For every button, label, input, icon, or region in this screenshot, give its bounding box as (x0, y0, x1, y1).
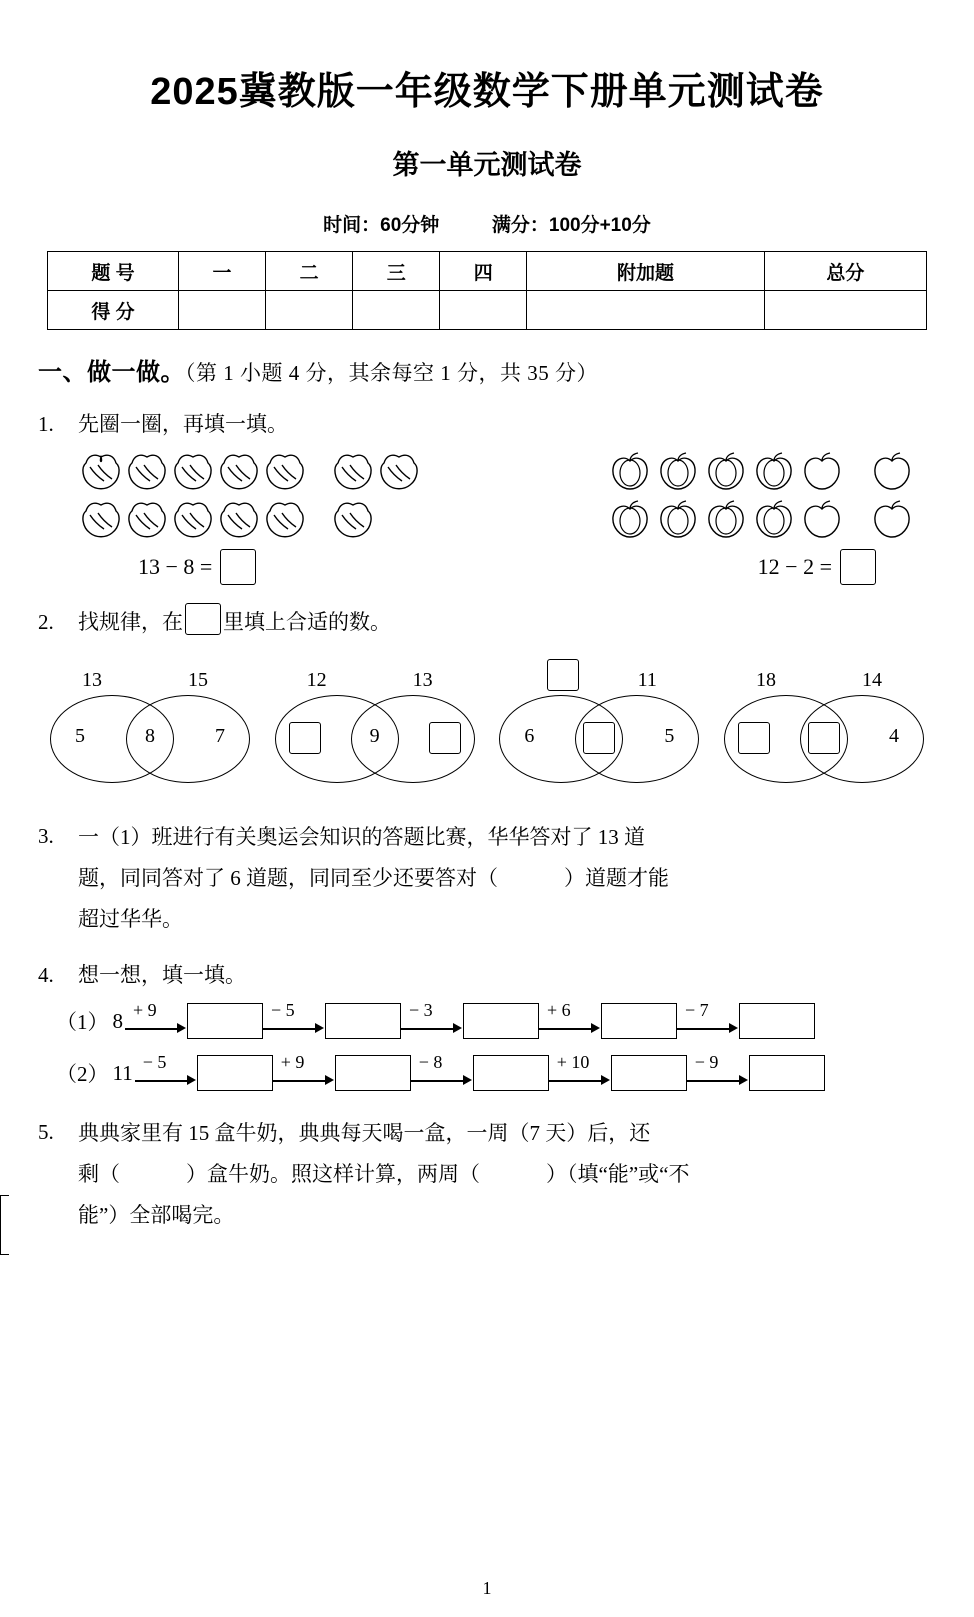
venn-label-right: 15 (188, 668, 208, 691)
flow-op: − 5 (271, 1000, 295, 1021)
flow-arrow (263, 1000, 325, 1038)
apple-icon (606, 499, 654, 541)
venn-value-right: 7 (215, 724, 225, 747)
flow-op: + 9 (133, 1000, 157, 1021)
score-cell-4[interactable] (440, 291, 527, 330)
page-edge-mark (0, 1195, 9, 1255)
question-5-line-1: 典典家里有 15 盒牛奶，典典每天喝一盒，一周（7 天）后，还 (78, 1121, 651, 1146)
flow-arrow (549, 1052, 611, 1090)
flow-arrow (539, 1000, 601, 1038)
flow-op: + 10 (556, 1052, 590, 1073)
question-1-equations (38, 549, 936, 585)
flow-1-label: （1） (56, 1010, 109, 1035)
flow-op: − 9 (694, 1052, 719, 1073)
venn-label-left: 18 (755, 668, 776, 691)
row-header-question-number: 题 号 (48, 252, 179, 291)
apple-icon (798, 499, 846, 541)
question-5-line-3: 能”）全部喝完。 (78, 1203, 235, 1228)
flow-arrow (273, 1052, 335, 1090)
answer-box[interactable] (289, 722, 321, 754)
peach-icon (170, 499, 216, 541)
apple-line-2 (606, 499, 916, 541)
peach-group (78, 451, 422, 541)
peach-icon (330, 499, 376, 541)
question-5-number: 5. (38, 1120, 54, 1145)
question-1-number: 1. (38, 412, 54, 436)
venn-diagram-1 (50, 657, 250, 787)
question-1-figure (38, 451, 936, 541)
question-2 (38, 603, 936, 643)
equation-right-text: 12 − 2 = (757, 553, 832, 579)
question-5-line-2a: 剩（ (78, 1162, 120, 1187)
flow-op: − 3 (409, 1000, 433, 1021)
time-label: 时间：60分钟 (323, 215, 440, 236)
score-cell-total[interactable] (764, 291, 926, 330)
apple-line-1 (606, 451, 916, 493)
col-extra: 附加题 (527, 252, 764, 291)
answer-box[interactable] (738, 722, 770, 754)
peach-icon (124, 451, 170, 493)
venn-value-middle: 8 (145, 724, 155, 747)
apple-icon (798, 451, 846, 493)
col-4: 四 (440, 252, 527, 291)
answer-box[interactable] (197, 1055, 273, 1091)
flow-op: − 5 (142, 1052, 167, 1073)
answer-box[interactable] (808, 722, 840, 754)
question-2-text-a: 找规律，在 (78, 609, 183, 634)
flow-op: − 7 (685, 1000, 709, 1021)
page-subtitle: 第一单元测试卷 (392, 150, 582, 180)
question-2-figure (38, 657, 936, 787)
flow-arrow (135, 1052, 197, 1090)
flow-arrow (687, 1052, 749, 1090)
answer-box[interactable] (739, 1003, 815, 1039)
question-3-line-2b: ）道题才能 (564, 865, 669, 890)
peach-icon (376, 451, 422, 493)
flow-op: − 8 (418, 1052, 443, 1073)
score-cell-3[interactable] (353, 291, 440, 330)
peach-icon (78, 451, 124, 493)
apple-icon (654, 451, 702, 493)
section-heading (38, 352, 936, 387)
question-2-number: 2. (38, 609, 54, 634)
flow-2-label: （2） (56, 1062, 109, 1087)
table-row-scores (48, 291, 927, 330)
flow-arrow (677, 1000, 739, 1038)
flow-arrow (411, 1052, 473, 1090)
venn-label-right: 11 (637, 668, 657, 691)
col-total: 总分 (764, 252, 926, 291)
question-5-line-2 (78, 1154, 936, 1195)
apple-icon (654, 499, 702, 541)
venn-diagram-3 (499, 657, 699, 787)
answer-box[interactable] (547, 659, 579, 691)
answer-box[interactable] (583, 722, 615, 754)
answer-box[interactable] (840, 549, 876, 585)
section-heading-title: 一、做一做。 (38, 359, 185, 386)
equation-left (138, 549, 256, 585)
answer-box[interactable] (601, 1003, 677, 1039)
flow-op: + 6 (547, 1000, 571, 1021)
peach-line-1 (78, 451, 422, 493)
total-score-label: 满分：100分+10分 (491, 215, 651, 236)
peach-icon (170, 451, 216, 493)
flow-arrow (401, 1000, 463, 1038)
score-cell-2[interactable] (266, 291, 353, 330)
page-number: 1 (482, 1578, 492, 1598)
exam-meta (0, 210, 974, 237)
apple-icon (868, 451, 916, 493)
peach-line-2 (78, 499, 422, 541)
peach-icon (216, 451, 262, 493)
question-3 (38, 817, 936, 940)
venn-diagram-4 (724, 657, 924, 787)
flow-op: + 9 (280, 1052, 305, 1073)
venn-value-left: 5 (75, 724, 85, 747)
venn-value-left: 6 (524, 724, 535, 747)
score-table (47, 251, 927, 330)
question-3-line-2 (78, 858, 936, 899)
venn-label-right: 14 (861, 668, 882, 691)
flow-2-start: 11 (112, 1060, 133, 1085)
col-3: 三 (353, 252, 440, 291)
question-2-text-b: 里填上合适的数。 (223, 609, 391, 634)
peach-icon (216, 499, 262, 541)
score-cell-extra[interactable] (527, 291, 764, 330)
question-4-flow-1 (38, 1000, 936, 1039)
score-cell-1[interactable] (179, 291, 266, 330)
apple-group (606, 451, 916, 541)
col-2: 二 (266, 252, 353, 291)
answer-box[interactable] (463, 1003, 539, 1039)
apple-icon (702, 499, 750, 541)
question-3-line-1: 一（1）班进行有关奥运会知识的答题比赛，华华答对了 13 道 (78, 824, 645, 849)
question-4-text: 想一想，填一填。 (78, 962, 246, 987)
venn-value-middle: 9 (369, 724, 380, 747)
question-5-line-2b: ）盒牛奶。照这样计算，两周（ (186, 1162, 480, 1187)
apple-icon (702, 451, 750, 493)
question-3-line-3: 超过华华。 (78, 906, 183, 931)
peach-icon (124, 499, 170, 541)
question-1 (38, 405, 936, 445)
answer-box[interactable] (187, 1003, 263, 1039)
question-5 (38, 1113, 936, 1236)
apple-icon (606, 451, 654, 493)
answer-box[interactable] (325, 1003, 401, 1039)
venn-value-right: 5 (664, 724, 675, 747)
venn-diagram-2 (275, 657, 475, 787)
equation-right (758, 549, 876, 585)
answer-box[interactable] (749, 1055, 825, 1091)
peach-icon (262, 451, 308, 493)
apple-icon (750, 451, 798, 493)
question-4-flow-2 (38, 1052, 936, 1091)
flow-arrow (125, 1000, 187, 1038)
venn-label-right: 13 (412, 668, 433, 691)
section-heading-note: （第 1 小题 4 分，其余每空 1 分，共 35 分） (185, 361, 598, 385)
peach-icon (78, 499, 124, 541)
question-1-text: 先圈一圈，再填一填。 (78, 412, 288, 436)
question-4 (38, 956, 936, 996)
row-header-score: 得 分 (48, 291, 179, 330)
venn-label-left: 12 (306, 668, 327, 691)
venn-label-left: 13 (82, 668, 102, 691)
answer-box[interactable] (473, 1055, 549, 1091)
worksheet-page (0, 60, 974, 1617)
answer-box[interactable] (611, 1055, 687, 1091)
question-3-number: 3. (38, 823, 54, 848)
table-row-header (48, 252, 927, 291)
equation-left-text: 13 − 8 = (138, 553, 213, 579)
answer-box[interactable] (335, 1055, 411, 1091)
peach-icon (262, 499, 308, 541)
flow-1-start: 8 (112, 1008, 123, 1033)
answer-box[interactable] (185, 603, 221, 635)
apple-icon (868, 499, 916, 541)
question-4-number: 4. (38, 962, 54, 987)
answer-box[interactable] (429, 722, 461, 754)
answer-box[interactable] (220, 549, 256, 585)
question-3-line-2a: 题，同同答对了 6 道题，同同至少还要答对（ (78, 865, 498, 890)
question-5-line-2c: ）（填“能”或“不 (546, 1162, 690, 1187)
apple-icon (750, 499, 798, 541)
page-title: 2025冀教版一年级数学下册单元测试卷 (150, 71, 824, 113)
col-1: 一 (179, 252, 266, 291)
peach-icon (330, 451, 376, 493)
venn-value-right: 4 (888, 724, 899, 747)
